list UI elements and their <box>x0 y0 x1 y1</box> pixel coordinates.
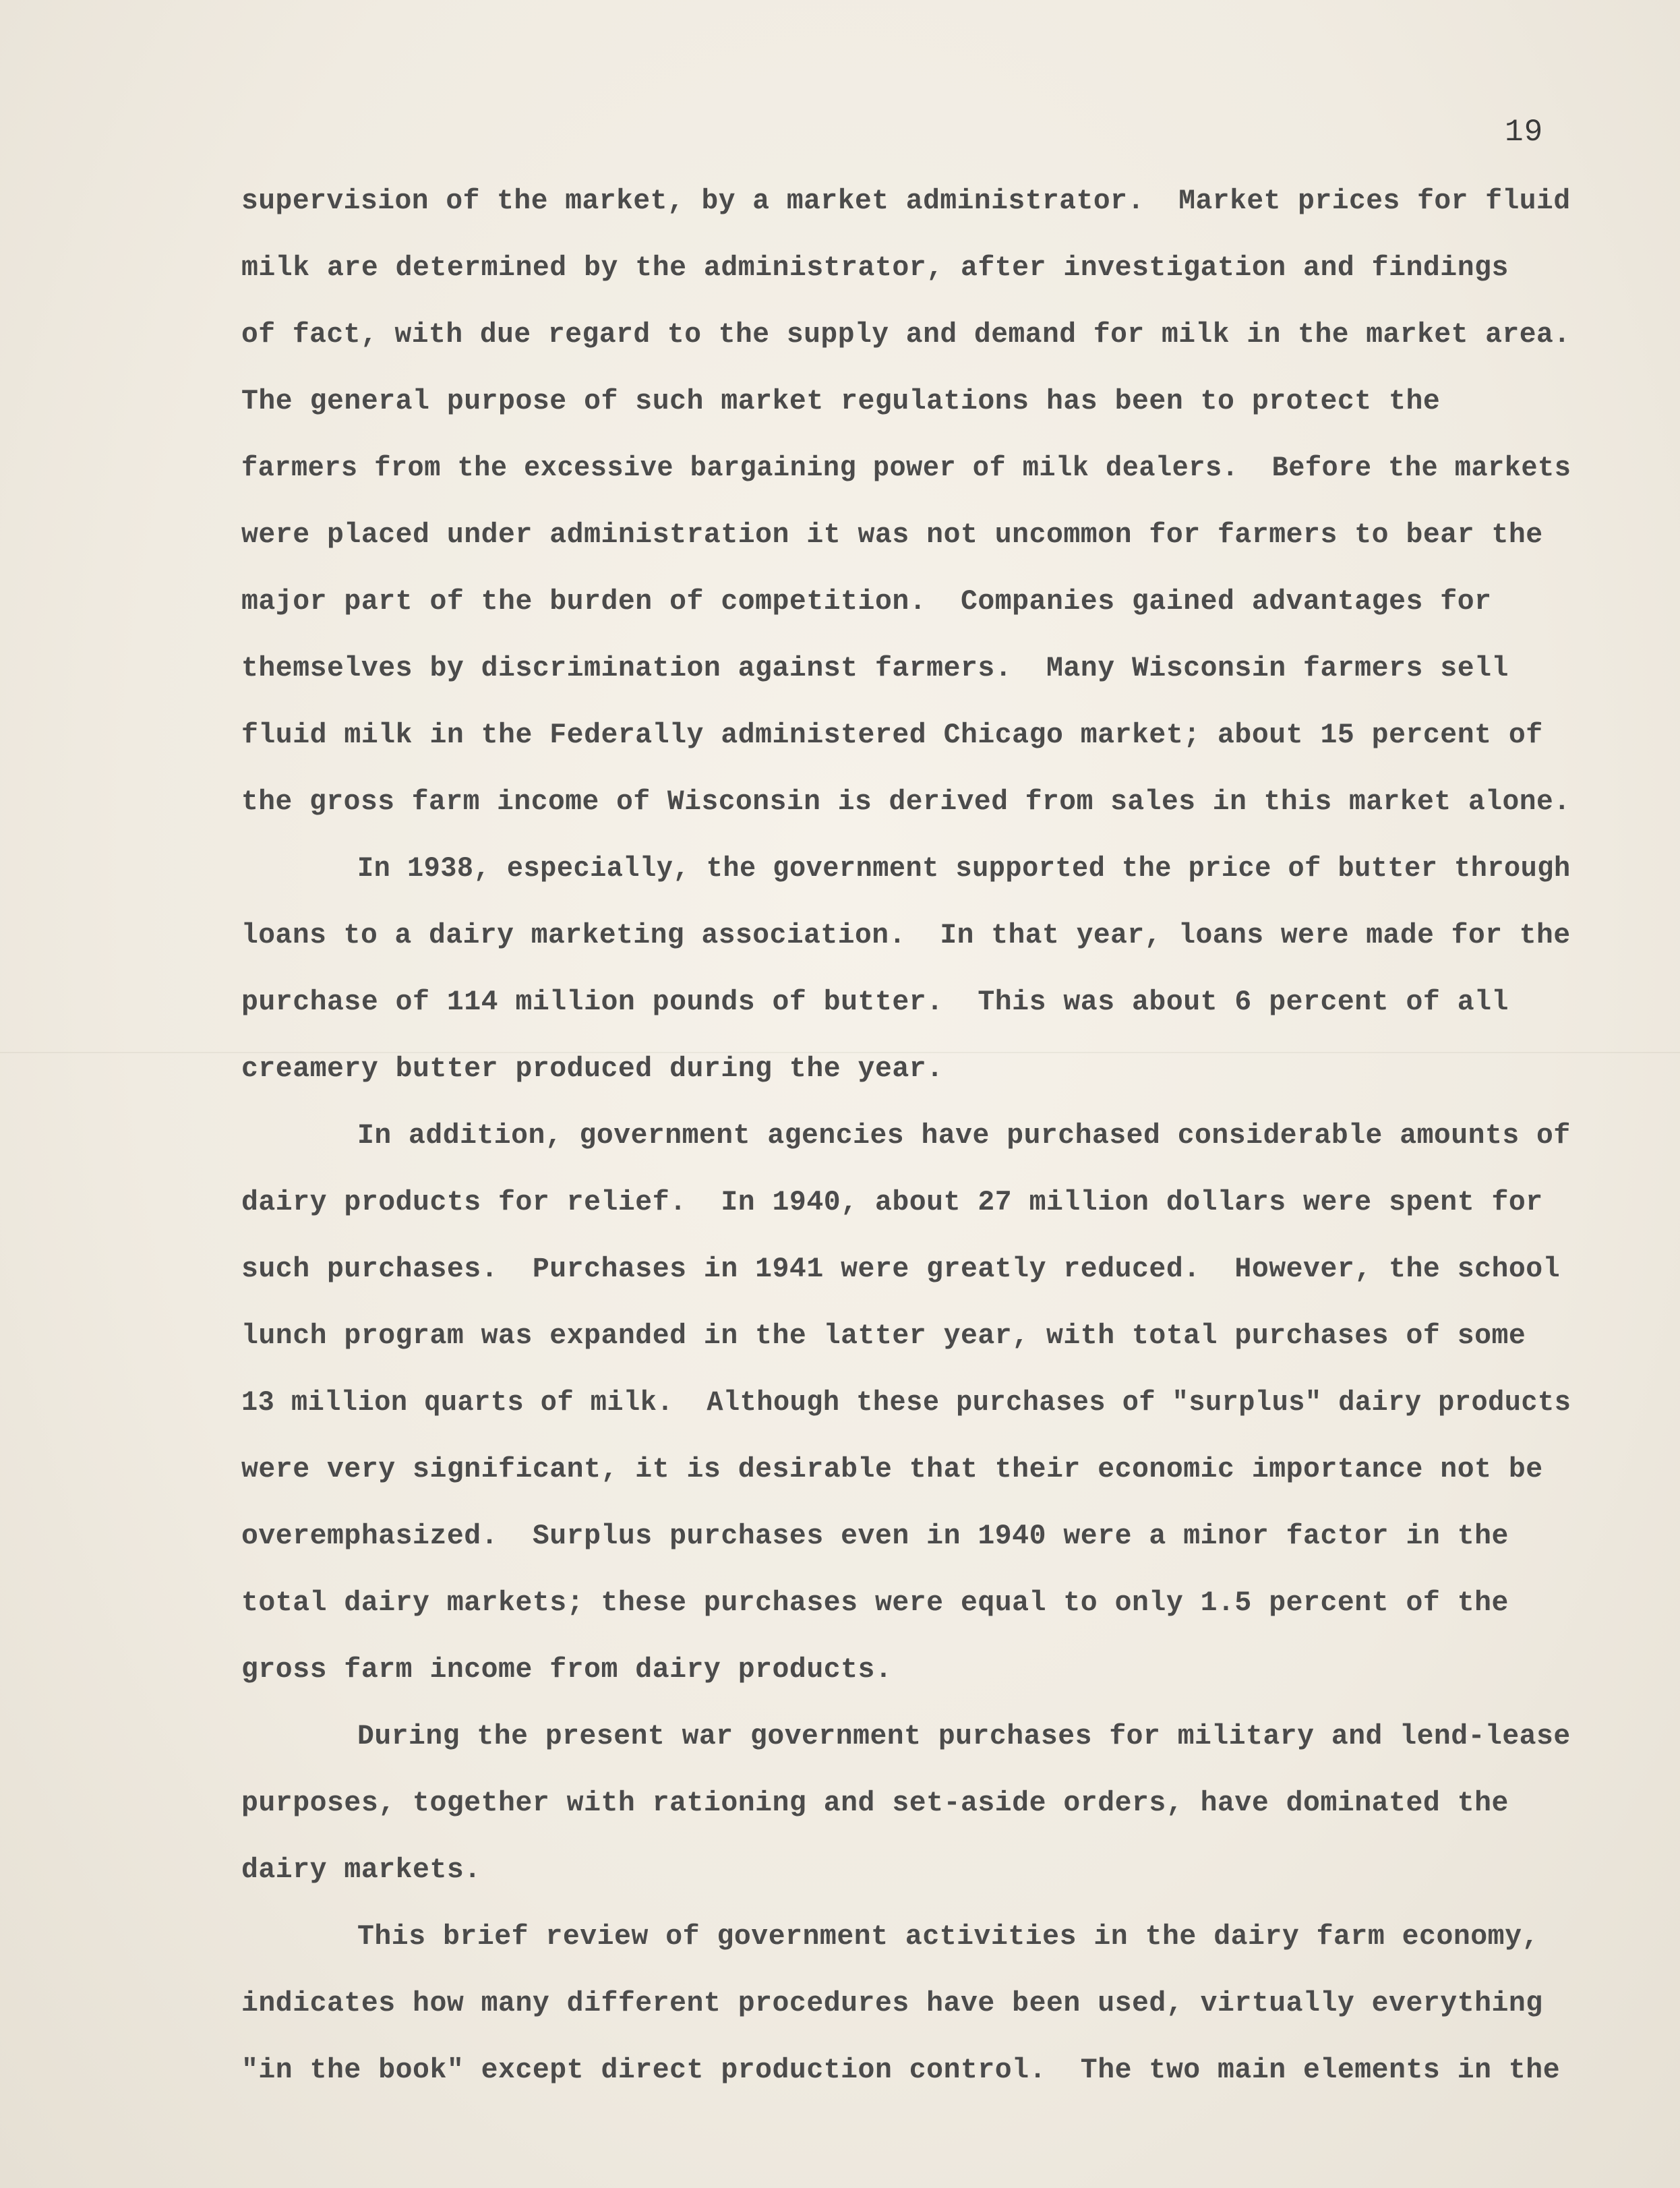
text-line-6: were placed under administration it was not uncommon for farmers to bear the <box>241 519 1543 551</box>
text-line-14: creamery butter produced during the year. <box>241 1053 944 1085</box>
text-line-4: The general purpose of such market regulations has been to protect the <box>241 386 1441 417</box>
text-line-16: dairy products for relief. In 1940, about 27 million dollars were spent for <box>241 1187 1543 1218</box>
text-line-20: were very significant, it is desirable that their economic importance not be <box>241 1454 1543 1485</box>
text-line-26: dairy markets. <box>241 1854 481 1886</box>
text-line-19: 13 million quarts of milk. Although these purchases of "surplus" dairy products <box>241 1387 1571 1419</box>
page-number: 19 <box>1505 115 1544 150</box>
text-line-17: such purchases. Purchases in 1941 were greatly reduced. However, the school <box>241 1253 1561 1285</box>
text-line-1: supervision of the market, by a market administrator. Market prices for fluid <box>241 185 1571 217</box>
text-line-13: purchase of 114 million pounds of butter. This was about 6 percent of all <box>241 986 1509 1018</box>
text-line-10: the gross farm income of Wisconsin is derived from sales in this market alone. <box>241 786 1571 818</box>
text-line-9: fluid milk in the Federally administered Chicago market; about 15 percent of <box>241 719 1543 751</box>
text-line-24: During the present war government purchases for military and lend-lease <box>357 1721 1571 1752</box>
text-line-2: milk are determined by the administrator, after investigation and findings <box>241 252 1509 284</box>
text-line-5: farmers from the excessive bargaining power of milk dealers. Before the markets <box>241 452 1571 484</box>
text-line-11: In 1938, especially, the government supported the price of butter through <box>357 853 1571 885</box>
text-line-27: This brief review of government activities in the dairy farm economy, <box>357 1921 1539 1953</box>
text-line-15: In addition, government agencies have purchased considerable amounts of <box>357 1120 1571 1152</box>
text-line-28: indicates how many different procedures have been used, virtually everything <box>241 1988 1543 2019</box>
text-line-21: overemphasized. Surplus purchases even in 1940 were a minor factor in the <box>241 1520 1509 1552</box>
text-line-12: loans to a dairy marketing association. In that year, loans were made for the <box>241 920 1571 951</box>
text-line-22: total dairy markets; these purchases were equal to only 1.5 percent of the <box>241 1587 1509 1619</box>
text-line-23: gross farm income from dairy products. <box>241 1654 893 1686</box>
text-line-3: of fact, with due regard to the supply and demand for milk in the market area. <box>241 319 1571 351</box>
text-line-29: "in the book" except direct production control. The two main elements in the <box>241 2054 1561 2086</box>
text-line-8: themselves by discrimination against farmers. Many Wisconsin farmers sell <box>241 653 1509 684</box>
text-line-7: major part of the burden of competition. Companies gained advantages for <box>241 586 1492 618</box>
text-line-18: lunch program was expanded in the latter year, with total purchases of some <box>241 1320 1526 1352</box>
text-line-25: purposes, together with rationing and set-aside orders, have dominated the <box>241 1787 1509 1819</box>
